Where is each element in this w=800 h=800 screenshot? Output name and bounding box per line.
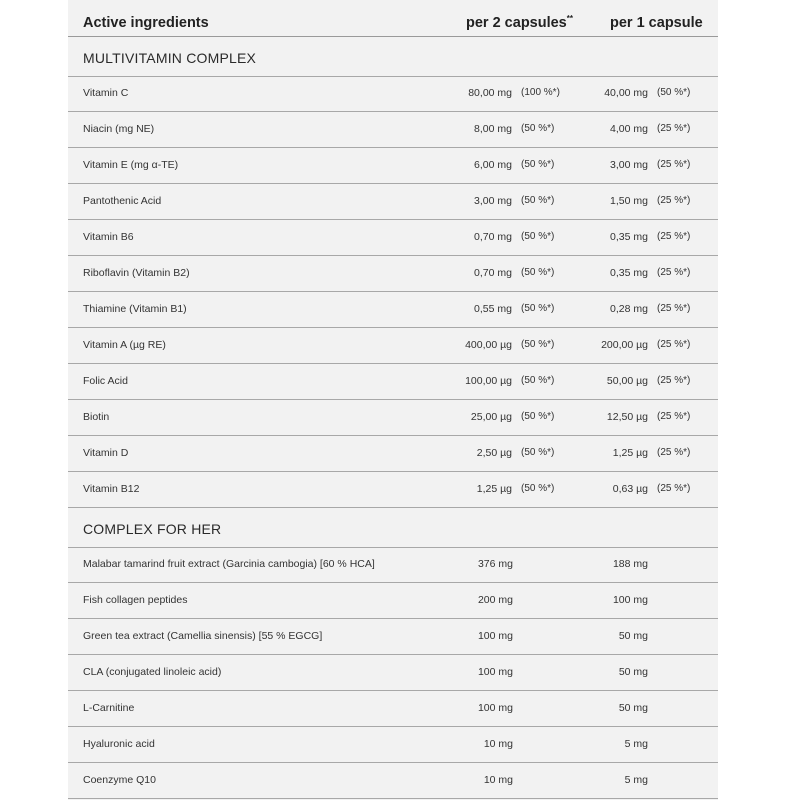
ingredient-name: L-Carnitine xyxy=(83,702,135,714)
percent-per-2-capsules: (50 %*) xyxy=(521,339,555,350)
amount-per-1-capsule: 0,63 µg xyxy=(612,483,648,495)
table-row xyxy=(68,583,718,619)
ingredient-name: Vitamin A (µg RE) xyxy=(83,339,166,351)
percent-per-1-capsule: (25 %*) xyxy=(657,447,691,458)
amount-per-1-capsule: 0,28 mg xyxy=(610,303,648,315)
amount-per-2-capsules: 100 mg xyxy=(477,630,513,642)
amount-per-1-capsule: 50 mg xyxy=(618,666,648,678)
table-row xyxy=(68,112,718,148)
amount-per-1-capsule: 50,00 µg xyxy=(606,375,648,387)
ingredient-name: Folic Acid xyxy=(83,375,128,387)
table-row xyxy=(68,292,718,328)
header-per-2-label: per 2 capsules xyxy=(466,15,567,31)
percent-per-2-capsules: (50 %*) xyxy=(521,483,555,494)
header-per-1-capsule: per 1 capsule xyxy=(610,15,703,31)
percent-per-1-capsule: (25 %*) xyxy=(657,159,691,170)
header-per-2-footnote-mark: ** xyxy=(566,14,573,24)
percent-per-1-capsule: (25 %*) xyxy=(657,483,691,494)
amount-per-1-capsule: 12,50 µg xyxy=(606,411,648,423)
ingredients-table xyxy=(68,0,718,800)
amount-per-2-capsules: 0,70 mg xyxy=(474,231,512,243)
table-row xyxy=(68,220,718,256)
percent-per-1-capsule: (25 %*) xyxy=(657,267,691,278)
percent-per-2-capsules: (50 %*) xyxy=(521,231,555,242)
ingredient-name: Vitamin C xyxy=(83,87,129,99)
ingredient-name: Niacin (mg NE) xyxy=(83,123,155,135)
amount-per-2-capsules: 2,50 µg xyxy=(476,447,512,459)
amount-per-1-capsule: 50 mg xyxy=(618,702,648,714)
section-title: COMPLEX FOR HER xyxy=(83,521,222,537)
amount-per-1-capsule: 1,25 µg xyxy=(612,447,648,459)
percent-per-1-capsule: (25 %*) xyxy=(657,303,691,314)
amount-per-2-capsules: 0,55 mg xyxy=(474,303,512,315)
table-row xyxy=(68,184,718,220)
ingredient-name: Vitamin B6 xyxy=(83,231,134,243)
amount-per-1-capsule: 0,35 mg xyxy=(610,231,648,243)
table-header xyxy=(68,0,718,37)
amount-per-2-capsules: 10 mg xyxy=(483,738,513,750)
table-row xyxy=(68,364,718,400)
table-row xyxy=(68,148,718,184)
amount-per-2-capsules: 80,00 mg xyxy=(468,87,512,99)
amount-per-2-capsules: 100,00 µg xyxy=(465,375,512,387)
percent-per-1-capsule: (25 %*) xyxy=(657,195,691,206)
table-row xyxy=(68,76,718,112)
amount-per-2-capsules: 8,00 mg xyxy=(474,123,512,135)
ingredient-name: Pantothenic Acid xyxy=(83,195,162,207)
percent-per-1-capsule: (50 %*) xyxy=(657,87,691,98)
percent-per-2-capsules: (50 %*) xyxy=(521,447,555,458)
table-row xyxy=(68,400,718,436)
amount-per-2-capsules: 200 mg xyxy=(477,594,513,606)
percent-per-2-capsules: (50 %*) xyxy=(521,303,555,314)
table-row xyxy=(68,256,718,292)
percent-per-2-capsules: (50 %*) xyxy=(521,195,555,206)
amount-per-1-capsule: 100 mg xyxy=(612,594,648,606)
amount-per-2-capsules: 1,25 µg xyxy=(476,483,512,495)
ingredient-name: Vitamin E (mg α-TE) xyxy=(83,159,179,171)
table-row xyxy=(68,655,718,691)
amount-per-1-capsule: 5 mg xyxy=(624,774,648,786)
percent-per-2-capsules: (50 %*) xyxy=(521,375,555,386)
percent-per-2-capsules: (50 %*) xyxy=(521,411,555,422)
ingredient-name: Vitamin B12 xyxy=(83,483,140,495)
amount-per-1-capsule: 188 mg xyxy=(612,558,648,570)
ingredient-name: Coenzyme Q10 xyxy=(83,774,156,786)
ingredient-name: Green tea extract (Camellia sinensis) [55 % EGCG] xyxy=(83,630,323,642)
ingredient-name: Fish collagen peptides xyxy=(83,594,188,606)
table-row xyxy=(68,727,718,763)
amount-per-1-capsule: 0,35 mg xyxy=(610,267,648,279)
amount-per-2-capsules: 6,00 mg xyxy=(474,159,512,171)
amount-per-1-capsule: 3,00 mg xyxy=(610,159,648,171)
amount-per-2-capsules: 25,00 µg xyxy=(470,411,512,423)
percent-per-1-capsule: (25 %*) xyxy=(657,231,691,242)
section-title: MULTIVITAMIN COMPLEX xyxy=(83,50,257,66)
ingredient-name: CLA (conjugated linoleic acid) xyxy=(83,666,222,678)
amount-per-2-capsules: 0,70 mg xyxy=(474,267,512,279)
amount-per-1-capsule: 4,00 mg xyxy=(610,123,648,135)
percent-per-1-capsule: (25 %*) xyxy=(657,375,691,386)
percent-per-1-capsule: (25 %*) xyxy=(657,339,691,350)
amount-per-2-capsules: 376 mg xyxy=(477,558,513,570)
amount-per-2-capsules: 400,00 µg xyxy=(465,339,512,351)
percent-per-2-capsules: (100 %*) xyxy=(521,87,560,98)
ingredient-name: Malabar tamarind fruit extract (Garcinia cambogia) [60 % HCA] xyxy=(83,558,375,570)
ingredient-name: Thiamine (Vitamin B1) xyxy=(83,303,187,315)
table-row xyxy=(68,436,718,472)
amount-per-1-capsule: 5 mg xyxy=(624,738,648,750)
amount-per-1-capsule: 200,00 µg xyxy=(601,339,648,351)
section-header xyxy=(68,508,718,548)
table-row xyxy=(68,328,718,364)
percent-per-2-capsules: (50 %*) xyxy=(521,123,555,134)
ingredient-name: Vitamin D xyxy=(83,447,129,459)
amount-per-1-capsule: 1,50 mg xyxy=(610,195,648,207)
table-row xyxy=(68,691,718,727)
amount-per-2-capsules: 10 mg xyxy=(483,774,513,786)
header-per-2-capsules xyxy=(466,15,573,31)
percent-per-1-capsule: (25 %*) xyxy=(657,123,691,134)
amount-per-2-capsules: 3,00 mg xyxy=(474,195,512,207)
ingredient-name: Biotin xyxy=(83,411,110,423)
header-active-ingredients: Active ingredients xyxy=(83,15,209,31)
amount-per-1-capsule: 50 mg xyxy=(618,630,648,642)
amount-per-2-capsules: 100 mg xyxy=(477,666,513,678)
percent-per-1-capsule: (25 %*) xyxy=(657,411,691,422)
percent-per-2-capsules: (50 %*) xyxy=(521,159,555,170)
table-row xyxy=(68,547,718,583)
ingredient-name: Riboflavin (Vitamin B2) xyxy=(83,267,190,279)
table-row xyxy=(68,619,718,655)
table-row xyxy=(68,472,718,508)
section-header xyxy=(68,37,718,77)
amount-per-1-capsule: 40,00 mg xyxy=(604,87,648,99)
ingredient-name: Hyaluronic acid xyxy=(83,738,155,750)
amount-per-2-capsules: 100 mg xyxy=(477,702,513,714)
table-row xyxy=(68,763,718,799)
percent-per-2-capsules: (50 %*) xyxy=(521,267,555,278)
